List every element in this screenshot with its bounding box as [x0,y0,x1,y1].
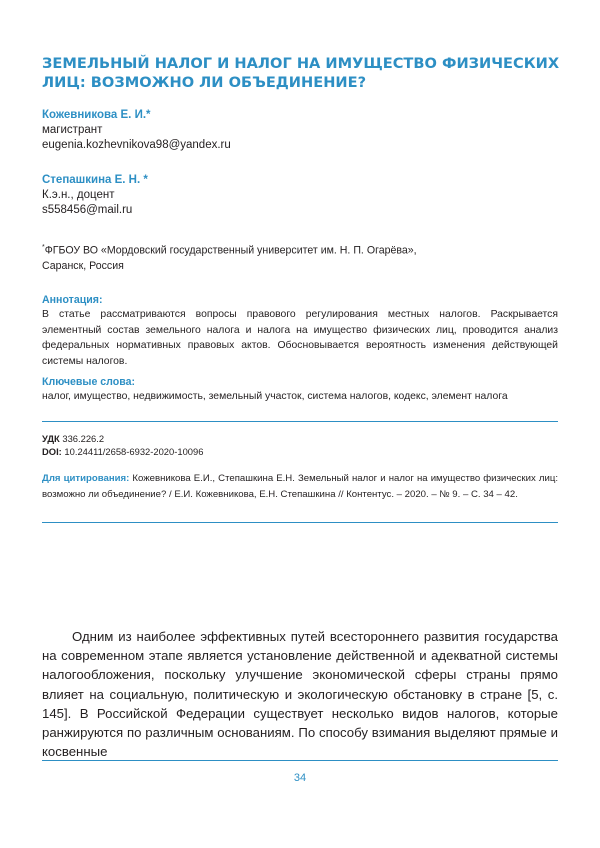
author-1 [42,108,231,153]
divider-bottom [42,760,558,761]
affiliation-line-2: Саранск, Россия [42,259,124,272]
author-2-email[interactable]: s558456@mail.ru [42,204,133,216]
divider-middle [42,522,558,523]
doi-label: DOI: [42,446,62,457]
udc-doi-block [42,432,203,458]
keywords-text: налог, имущество, недвижимость, земельный участок, система налогов, кодекс, элемент налога [42,391,508,402]
author-2-name: Степашкина Е. Н. * [42,174,148,186]
keywords-label: Ключевые слова: [42,376,136,388]
author-1-position: магистрант [42,124,103,136]
citation-block [42,471,558,503]
page-number: 34 [293,772,307,784]
abstract-text: В статье рассматриваются вопросы правового регулирования местных налогов. Раскрывается элементный состав земельного налога и налога на имущество физических лиц, проводится анализ федеральных нормативных правовых актов. Обосновывается вероятность изменения действующей системы налогов. [42,309,558,367]
affiliation-line-1: ФГБОУ ВО «Мордовский государственный университет им. Н. П. Огарёва», [44,244,417,257]
author-1-email[interactable]: eugenia.kozhevnikova98@yandex.ru [42,139,231,151]
abstract-section [42,294,558,369]
affiliation [42,240,542,274]
abstract-label: Аннотация: [42,294,103,306]
keywords-section [42,376,558,405]
article-title: ЗЕМЕЛЬНЫЙ НАЛОГ И НАЛОГ НА ИМУЩЕСТВО ФИЗИЧЕСКИХ ЛИЦ: ВОЗМОЖНО ЛИ ОБЪЕДИНЕНИЕ? [42,55,560,91]
author-2-position: К.э.н., доцент [42,189,115,201]
divider-top [42,421,558,422]
author-2 [42,173,148,218]
udc-value: 336.226.2 [62,433,105,444]
affiliation-mark: * [42,244,45,251]
doi-value[interactable]: 10.24411/2658-6932-2020-10096 [64,446,204,457]
udc-label: УДК [42,433,60,444]
citation-text: Кожевникова Е.И., Степашкина Е.Н. Земельный налог и налог на имущество физических лиц: возможно ли объединение? / Е.И. Кожевникова, Е.Н. Степашкина // Контентус. – 2020. – № 9. – С. 34 – 42. [42,473,558,500]
author-1-name: Кожевникова Е. И.* [42,109,151,121]
body-paragraph: Одним из наиболее эффективных путей всестороннего развития государства на современном этапе является установление действенной и адекватной системы налогообложения, поскольку улучшение экономической сферы страны прямо влияет на социальную, политическую и экологическую обстановку в стране [5, с. 145]. В Российской Федерации существует несколько видов налогов, которые ранжируются по различным основаниям. По способу взимания выделяют прямые и косвенные [42,629,558,760]
citation-label: Для цитирования: [42,473,130,484]
